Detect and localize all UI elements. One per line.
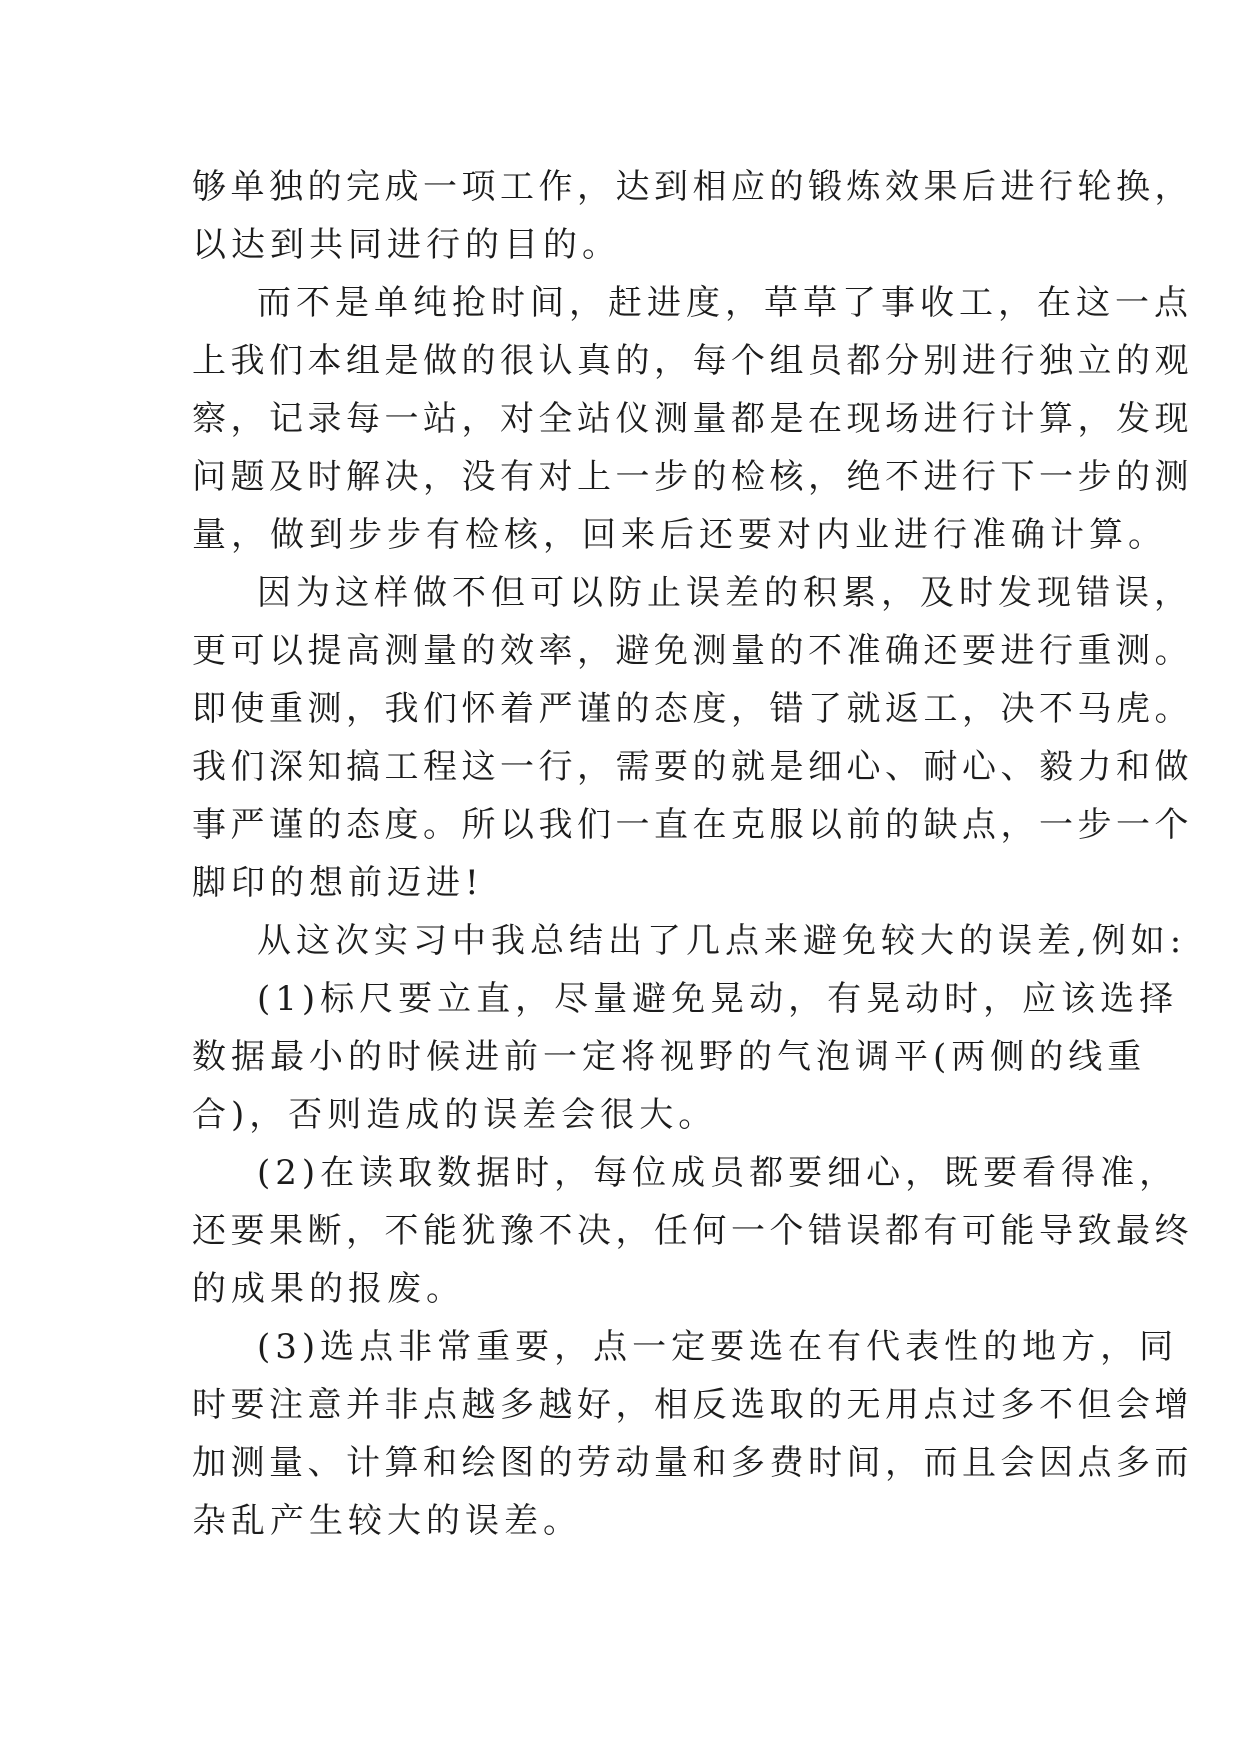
text-line: 加测量、计算和绘图的劳动量和多费时间，而且会因点多而	[192, 1443, 1193, 1483]
text-line: 即使重测，我们怀着严谨的态度，错了就返工，决不马虎。	[192, 689, 1193, 729]
text-line: 事严谨的态度。所以我们一直在克服以前的缺点，一步一个	[192, 805, 1193, 845]
text-line: 够单独的完成一项工作，达到相应的锻炼效果后进行轮换，	[192, 167, 1193, 207]
text-line: 数据最小的时候进前一定将视野的气泡调平(两侧的线重	[192, 1037, 1147, 1077]
text-line: 的成果的报废。	[192, 1269, 465, 1309]
text-line: 更可以提高测量的效率，避免测量的不准确还要进行重测。	[192, 631, 1193, 671]
paragraph-start-line: 从这次实习中我总结出了几点来避免较大的误差,例如:	[257, 921, 1187, 961]
text-line: 问题及时解决，没有对上一步的检核，绝不进行下一步的测	[192, 457, 1193, 497]
text-line: 还要果断，不能犹豫不决，任何一个错误都有可能导致最终	[192, 1211, 1193, 1251]
list-item-2-start-line: (2)在读取数据时，每位成员都要细心，既要看得准，	[257, 1153, 1179, 1193]
text-line: 我们深知搞工程这一行，需要的就是细心、耐心、毅力和做	[192, 747, 1193, 787]
paragraph-start-line: 而不是单纯抢时间，赶进度，草草了事收工，在这一点	[257, 283, 1193, 323]
text-line: 杂乱产生较大的误差。	[192, 1501, 582, 1541]
text-line: 察，记录每一站，对全站仪测量都是在现场进行计算，发现	[192, 399, 1193, 439]
text-line: 时要注意并非点越多越好，相反选取的无用点过多不但会增	[192, 1385, 1193, 1425]
list-item-3-start-line: (3)选点非常重要，点一定要选在有代表性的地方，同	[257, 1327, 1179, 1367]
list-item-1-start-line: (1)标尺要立直，尽量避免晃动，有晃动时，应该选择	[257, 979, 1179, 1019]
text-line: 脚印的想前迈进!	[192, 863, 484, 903]
paragraph-start-line: 因为这样做不但可以防止误差的积累，及时发现错误，	[257, 573, 1193, 613]
text-line: 合)，否则造成的误差会很大。	[192, 1095, 718, 1135]
text-line: 量，做到步步有检核，回来后还要对内业进行准确计算。	[192, 515, 1167, 555]
text-line: 以达到共同进行的目的。	[192, 225, 621, 265]
text-line: 上我们本组是做的很认真的，每个组员都分别进行独立的观	[192, 341, 1193, 381]
